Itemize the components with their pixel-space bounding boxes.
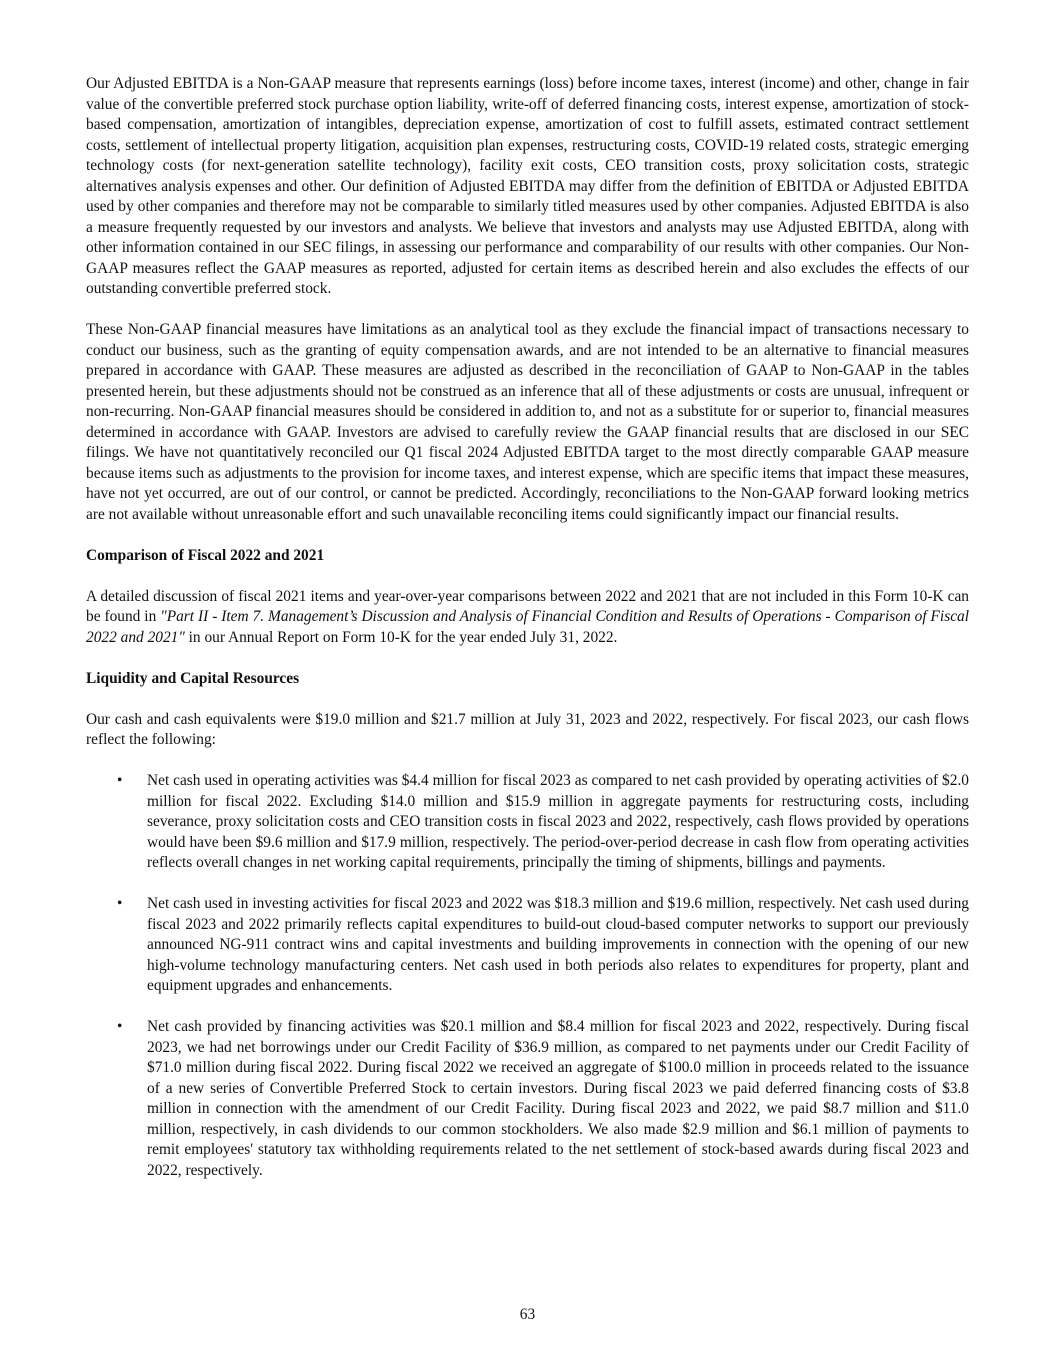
- comparison-text-start: A detailed discussion of fiscal 2021 items and year-over-year comparisons between 2022 and 2021 that are not included in this Form 10-K can be found in: [86, 587, 969, 625]
- paragraph-comparison: [86, 587, 969, 649]
- paragraph-non-gaap-limitations: These Non-GAAP financial measures have limitations as an analytical tool as they exclude the financial impact of transactions necessary to conduct our business, such as the granting of equity compensation awards, and are not intended to be an alternative to financial measures prepared in accordance with GAAP. These measures are adjusted as described in the reconciliation of GAAP to Non-GAAP in the tables presented herein, but these adjustments should not be construed as an inference that all of these adjustments or costs are unusual, infrequent or non-recurring. Non-GAAP financial measures should be considered in addition to, and not as a substitute for or superior to, financial measures determined in accordance with GAAP. Investors are advised to carefully review the GAAP financial results that are disclosed in our SEC filings. We have not quantitatively reconciled our Q1 fiscal 2024 Adjusted EBITDA target to the most directly comparable GAAP measure because items such as adjustments to the provision for income taxes, and interest expense, which are specific items that impact these measures, have not yet occurred, are out of our control, or cannot be predicted. Accordingly, reconciliations to the Non-GAAP forward looking metrics are not available without unreasonable effort and such unavailable reconciling items could significantly impact our financial results.: [86, 321, 969, 523]
- heading-comparison: Comparison of Fiscal 2022 and 2021: [86, 546, 325, 564]
- bullet-icon: •: [117, 772, 123, 789]
- comparison-text-end: in our Annual Report on Form 10-K for the year ended July 31, 2022.: [184, 628, 618, 646]
- paragraph-adjusted-ebitda: Our Adjusted EBITDA is a Non-GAAP measure that represents earnings (loss) before income taxes, interest (income) and other, change in fair value of the convertible preferred stock purchase option liability, write-off of deferred financing costs, interest expense, amortization of stock-based compensation, amortization of intangibles, depreciation expense, amortization of cost to fulfill assets, estimated contract settlement costs, settlement of intellectual property litigation, acquisition plan expenses, restructuring costs, COVID-19 related costs, strategic emerging technology costs (for next-generation satellite technology), facility exit costs, CEO transition costs, proxy solicitation costs, strategic alternatives analysis expenses and other. Our definition of Adjusted EBITDA may differ from the definition of EBITDA or Adjusted EBITDA used by other companies and therefore may not be comparable to similarly titled measures used by other companies. Adjusted EBITDA is also a measure frequently requested by our investors and analysts. We believe that investors and analysts may use Adjusted EBITDA, along with other information contained in our SEC filings, in assessing our performance and comparability of our results with other companies. Our Non-GAAP measures reflect the GAAP measures as reported, adjusted for certain items as described herein and also excludes the effects of our outstanding convertible preferred stock.: [86, 75, 969, 297]
- list-item-operating-activities: [86, 771, 969, 874]
- document-page: [86, 74, 969, 1181]
- comparison-reference-italic: "Part II - Item 7. Management’s Discussion and Analysis of Financial Condition and Results of Operations - Comparison of Fiscal 2022 and 2021": [86, 608, 969, 646]
- list-item-investing-activities: [86, 894, 969, 997]
- list-item-financing-activities: [86, 1017, 969, 1181]
- heading-liquidity: Liquidity and Capital Resources: [86, 669, 300, 687]
- bullet-text: Net cash used in operating activities was $4.4 million for fiscal 2023 as compared to net cash provided by operating activities of $2.0 million for fiscal 2022. Excluding $14.0 million and $15.9 million in aggregate payments for restructuring costs, including severance, proxy solicitation costs and CEO transition costs in fiscal 2023 and 2022, respectively, cash flows provided by operations would have been $9.6 million and $17.9 million, respectively. The period-over-period decrease in cash flow from operating activities reflects overall changes in net working capital requirements, principally the timing of shipments, billings and payments.: [147, 772, 969, 871]
- page-number: 63: [519, 1306, 536, 1323]
- cash-flow-bullet-list: [86, 771, 969, 1181]
- bullet-icon: •: [117, 895, 123, 912]
- bullet-text: Net cash provided by financing activities was $20.1 million and $8.4 million for fiscal 2023 and 2022, respectively. During fiscal 2023, we had net borrowings under our Credit Facility of $36.9 million, as compared to net payments under our Credit Facility of $71.0 million during fiscal 2022. During fiscal 2022 we received an aggregate of $100.0 million in proceeds related to the issuance of a new series of Convertible Preferred Stock to certain investors. During fiscal 2023 we paid deferred financing costs of $3.8 million in connection with the amendment of our Credit Facility. During fiscal 2023 and 2022, we paid $8.7 million and $11.0 million, respectively, in cash dividends to our common stockholders. We also made $2.9 million and $6.1 million of payments to remit employees' statutory tax withholding requirements related to the net settlement of stock-based awards during fiscal 2023 and 2022, respectively.: [147, 1018, 969, 1179]
- paragraph-liquidity-intro: Our cash and cash equivalents were $19.0 million and $21.7 million at July 31, 2023 and 2022, respectively. For fiscal 2023, our cash flows reflect the following:: [86, 710, 969, 748]
- bullet-icon: •: [117, 1018, 123, 1035]
- bullet-text: Net cash used in investing activities for fiscal 2023 and 2022 was $18.3 million and $19.6 million, respectively. Net cash used during fiscal 2023 and 2022 primarily reflects capital expenditures to build-out cloud-based computer networks to support our previously announced NG-911 contract wins and capital investments and building improvements in connection with the opening of our new high-volume technology manufacturing centers. Net cash used in both periods also relates to expenditures for property, plant and equipment upgrades and enhancements.: [147, 895, 969, 994]
